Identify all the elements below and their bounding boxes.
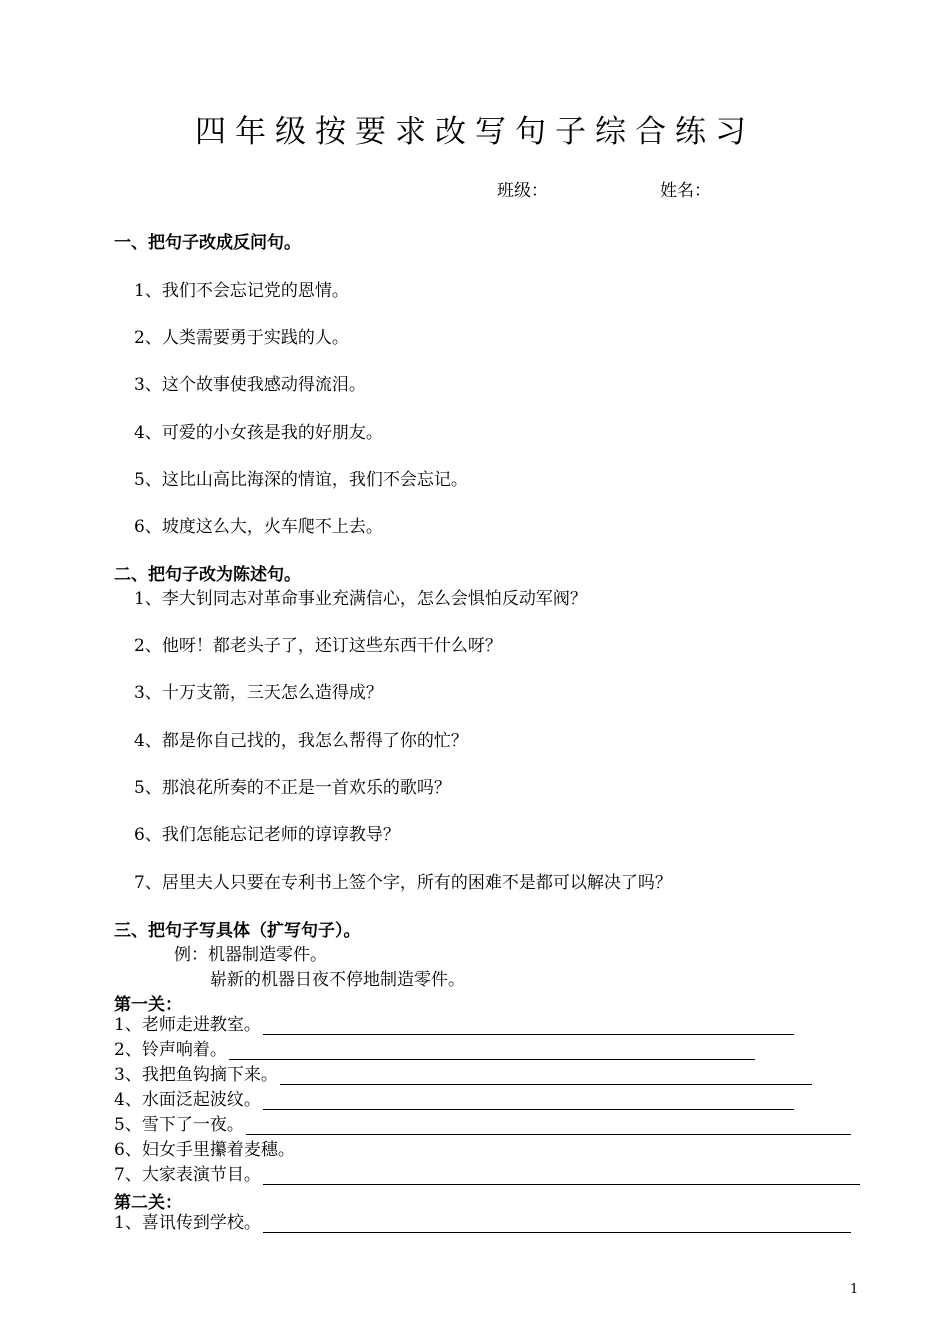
level1-sentence: 7、大家表演节目。 <box>114 1165 261 1185</box>
level1-label: 第一关： <box>114 995 182 1015</box>
section2-item: 2、他呀！都老头子了，还订这些东西干什么呀？ <box>134 636 502 656</box>
section2-item: 6、我们怎能忘记老师的谆谆教导？ <box>134 825 400 845</box>
answer-line[interactable] <box>246 1116 851 1135</box>
section1-item: 6、坡度这么大，火车爬不上去。 <box>134 517 383 537</box>
level1-sentence: 4、水面泛起波纹。 <box>114 1090 261 1110</box>
level1-sentence: 6、妇女手里攥着麦穗。 <box>114 1140 295 1160</box>
level2-item <box>114 1211 851 1233</box>
example-sentence: 例：机器制造零件。 <box>174 945 327 965</box>
answer-line[interactable] <box>280 1066 812 1085</box>
answer-line[interactable] <box>263 1016 794 1035</box>
level2-label: 第二关： <box>114 1193 182 1213</box>
section2-item: 7、居里夫人只要在专利书上签个字，所有的困难不是都可以解决了吗？ <box>134 873 672 893</box>
level1-item <box>114 1088 794 1110</box>
level1-item <box>114 1113 851 1135</box>
example-answer: 崭新的机器日夜不停地制造零件。 <box>210 970 465 990</box>
section1-item: 4、可爱的小女孩是我的好朋友。 <box>134 423 383 443</box>
section1-item: 2、人类需要勇于实践的人。 <box>134 328 349 348</box>
answer-line[interactable] <box>263 1091 794 1110</box>
answer-line[interactable] <box>263 1214 851 1233</box>
level1-item <box>114 1138 414 1160</box>
class-label: 班级： <box>497 181 548 201</box>
answer-line[interactable] <box>229 1041 755 1060</box>
section1-item: 5、这比山高比海深的情谊，我们不会忘记。 <box>134 470 468 490</box>
section2-item: 4、都是你自己找的，我怎么帮得了你的忙？ <box>134 731 468 751</box>
level1-item <box>114 1038 755 1060</box>
level1-sentence: 3、我把鱼钩摘下来。 <box>114 1065 278 1085</box>
page-title: 四年级按要求改写句子综合练习 <box>195 114 755 150</box>
section2-item: 1、李大钊同志对革命事业充满信心，怎么会惧怕反动军阀？ <box>134 589 587 609</box>
level1-sentence: 2、铃声响着。 <box>114 1040 227 1060</box>
level2-sentence: 1、喜讯传到学校。 <box>114 1213 261 1233</box>
level1-item <box>114 1163 860 1185</box>
level1-sentence: 1、老师走进教室。 <box>114 1015 261 1035</box>
section1-item: 1、我们不会忘记党的恩情。 <box>134 281 349 301</box>
page-number: 1 <box>850 1282 859 1297</box>
section1-heading: 一、把句子改成反问句。 <box>114 233 301 253</box>
section2-heading: 二、把句子改为陈述句。 <box>114 565 301 585</box>
answer-line[interactable] <box>263 1166 860 1185</box>
section3-heading: 三、把句子写具体（扩写句子）。 <box>114 921 361 941</box>
name-label: 姓名： <box>660 181 711 201</box>
level1-sentence: 5、雪下了一夜。 <box>114 1115 244 1135</box>
section1-item: 3、这个故事使我感动得流泪。 <box>134 375 366 395</box>
level1-item <box>114 1013 794 1035</box>
section2-item: 3、十万支箭，三天怎么造得成？ <box>134 683 383 703</box>
section2-item: 5、那浪花所奏的不正是一首欢乐的歌吗？ <box>134 778 451 798</box>
level1-item <box>114 1063 812 1085</box>
